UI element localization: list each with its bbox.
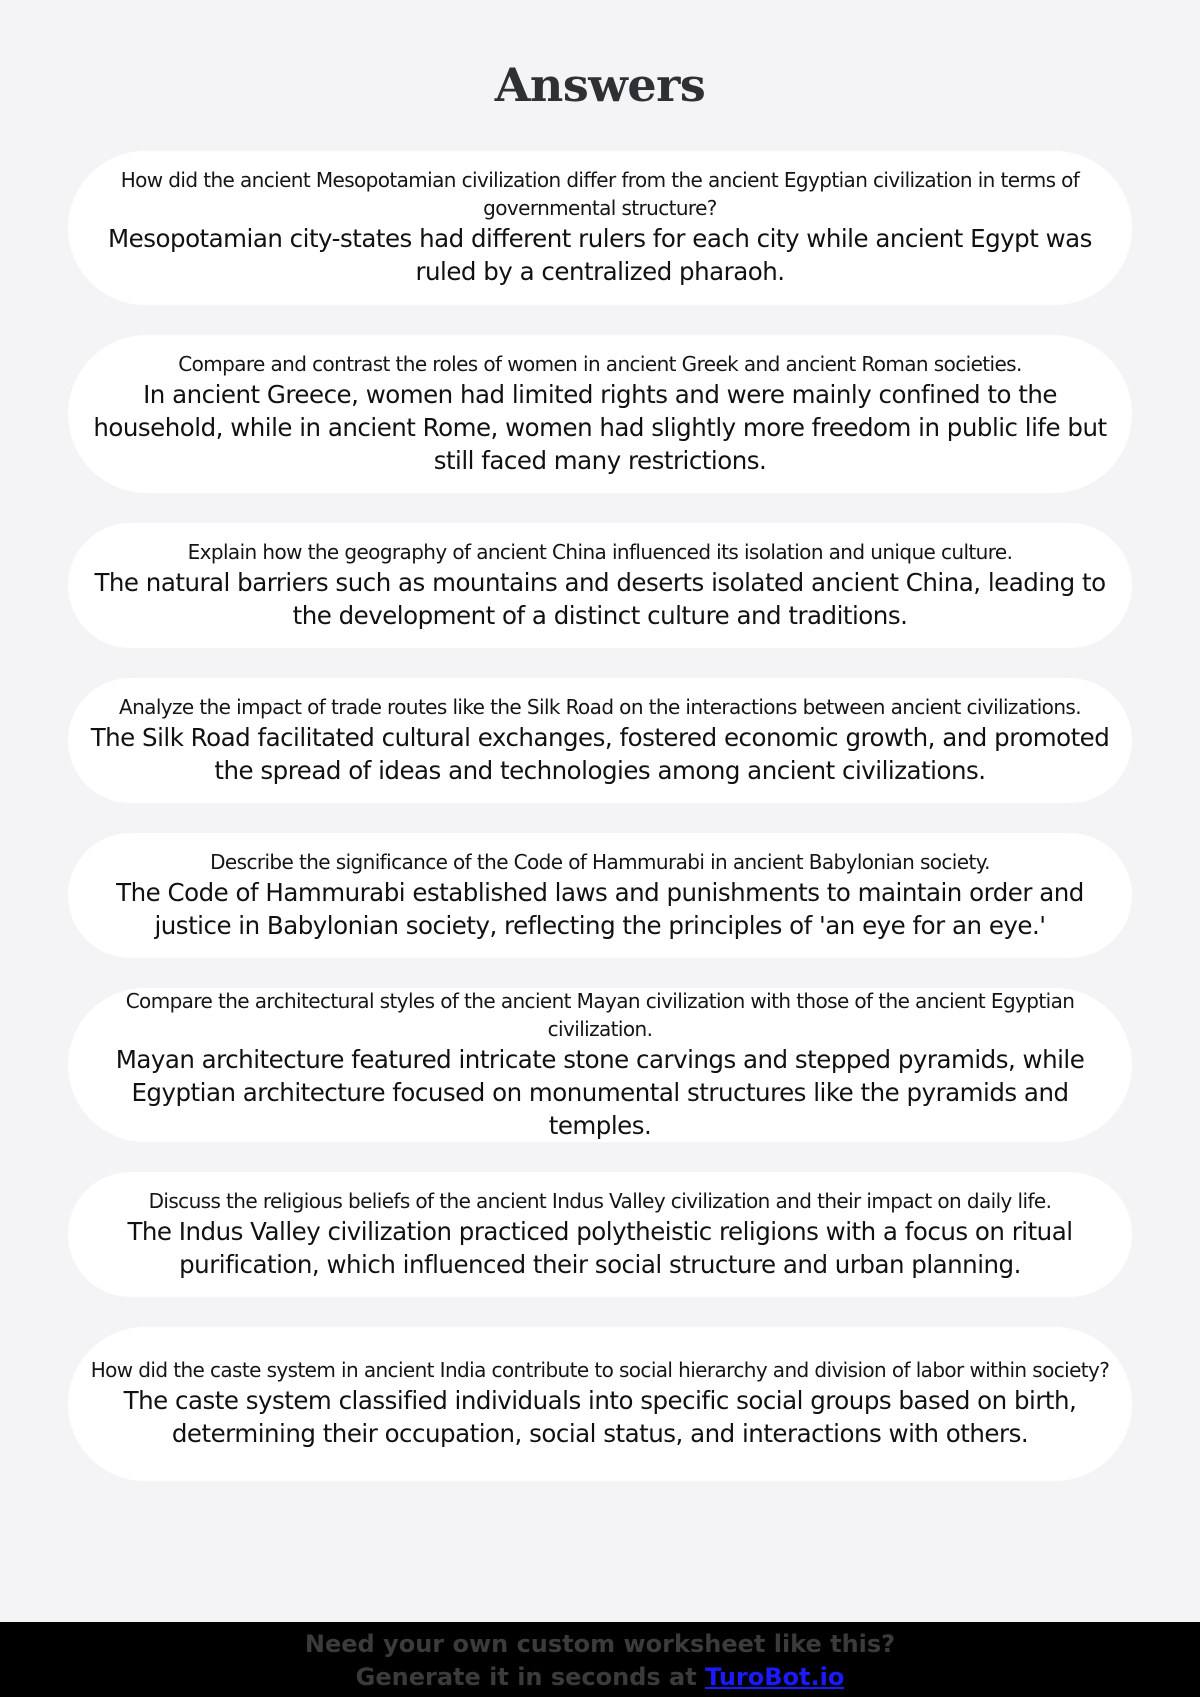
answer-card (68, 988, 1132, 1142)
answer-card (68, 335, 1132, 493)
question-text: Discuss the religious beliefs of the ancient Indus Valley civilization and their impact on daily life. (148, 1188, 1052, 1213)
question-text: Compare the architectural styles of the ancient Mayan civilization with those of the ancient Egyptian civilization. (125, 988, 1075, 1041)
question-text: Explain how the geography of ancient China influenced its isolation and unique culture. (187, 539, 1013, 564)
question-text: Describe the significance of the Code of Hammurabi in ancient Babylonian society. (210, 849, 990, 874)
question-text: How did the caste system in ancient India contribute to social hierarchy and division of labor within society? (90, 1358, 1110, 1382)
answer-text: The caste system classified individuals into specific social groups based on birth, determining their occupation, social status, and interactions with others. (123, 1386, 1077, 1448)
page-title: Answers (494, 58, 706, 112)
answer-card (68, 1172, 1132, 1297)
answer-card (68, 523, 1132, 648)
turobot-link[interactable]: TuroBot.io (705, 1663, 845, 1691)
footer-line-2-prefix: Generate it in seconds at (355, 1663, 706, 1691)
footer-line-2 (0, 1661, 1200, 1694)
answer-card (68, 1327, 1132, 1481)
answer-text: The Code of Hammurabi established laws and punishments to maintain order and justice in Babylonian society, reflecting the principles of 'an eye for an eye.' (116, 877, 1084, 940)
answer-list (68, 151, 1132, 1511)
answer-card (68, 833, 1132, 958)
answer-card (68, 151, 1132, 305)
answer-card (68, 678, 1132, 803)
answer-text: In ancient Greece, women had limited rights and were mainly confined to the household, while in ancient Rome, women had slightly more freedom in public life but still faced many restrictions. (93, 379, 1107, 475)
promo-footer (0, 1622, 1200, 1697)
answer-text: The Silk Road facilitated cultural exchanges, fostered economic growth, and promoted the spread of ideas and technologies among ancient civilizations. (90, 722, 1110, 785)
question-text: Analyze the impact of trade routes like the Silk Road on the interactions between ancient civilizations. (119, 694, 1081, 719)
footer-line-1: Need your own custom worksheet like this? (304, 1630, 896, 1658)
question-text: How did the ancient Mesopotamian civilization differ from the ancient Egyptian civilization in terms of governmental structure? (120, 168, 1080, 220)
answer-text: Mesopotamian city-states had different rulers for each city while ancient Egypt was ruled by a centralized pharaoh. (108, 224, 1092, 286)
answer-text: Mayan architecture featured intricate stone carvings and stepped pyramids, while Egyptian architecture focused on monumental structures like the pyramids and temples. (115, 1044, 1085, 1140)
answer-text: The natural barriers such as mountains and deserts isolated ancient China, leading to the development of a distinct culture and traditions. (94, 567, 1106, 630)
answer-text: The Indus Valley civilization practiced polytheistic religions with a focus on ritual purification, which influenced their social structure and urban planning. (127, 1216, 1073, 1279)
question-text: Compare and contrast the roles of women in ancient Greek and ancient Roman societies. (178, 351, 1022, 376)
